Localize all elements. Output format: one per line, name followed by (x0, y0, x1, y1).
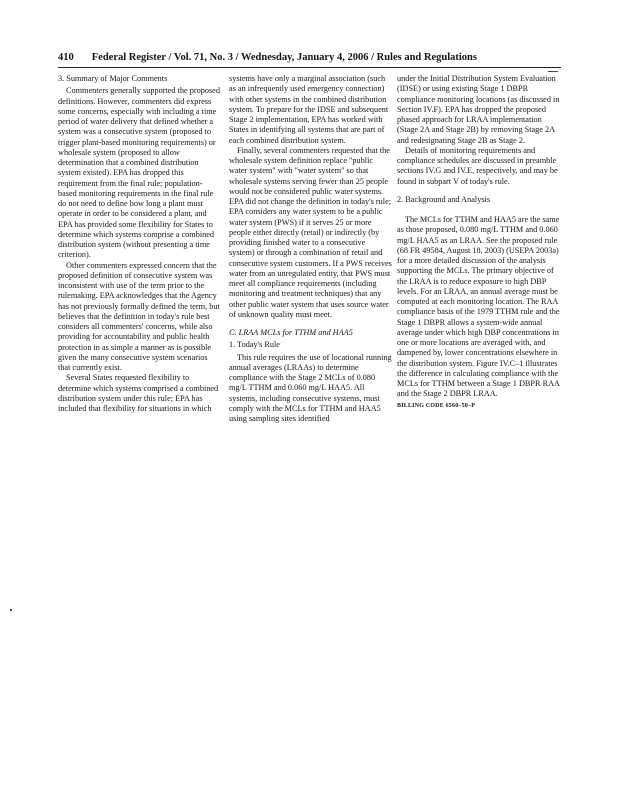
paragraph: systems have only a marginal association (such as an infrequently used emergency connection) with other systems in the combined distribution system. To prepare for the IDSE and subsequent Stage 2 implementation, EPA has worked with States in identifying all systems that are part of each combined distribution system. (229, 74, 389, 145)
paragraph: Several States requested flexibility to determine which systems comprised a combined distribution system under this rule; EPA has included that flexibility for situations in which (58, 373, 219, 413)
column-2 (229, 74, 392, 500)
paragraph: Finally, several commenters requested that the wholesale system definition replace "public water system" with "water system" so that wholesale systems serving fewer than 25 people would not be considered public water systems. EPA did not change the definition in today's rule; EPA considers any water system to be a public water system (PWS) if it serves 25 or more people either directly (retail) or indirectly (by providing finished water to a consecutive system) or through a combination of retail and consecutive system customers. If a PWS receives water from an unregulated entity, that PWS must meet all compliance requirements (including monitoring and treatment techniques) that any other public water system that uses source water of unknown quality must meet. (229, 145, 392, 319)
paragraph: Other commenters expressed concern that the proposed definition of consecutive system was inconsistent with use of the term prior to the rulemaking. EPA acknowledges that the Agency has not previously formally defined the term, but believes that the definition in today's rule best considers all commenters' concerns, while also providing for accountability and public health protection in as simple a manner as is possible given the many consecutive system scenarios that currently exist. (58, 260, 220, 372)
paragraph: The MCLs for TTHM and HAA5 are the same as those proposed, 0.080 mg/L TTHM and 0.060 mg/L HAA5 as an LRAA. See the proposed rule (68 FR 49584, August 18, 2003) (USEPA 2003a) for a more detailed discussion of the analysis supporting the MCLs. The primary objective of the LRAA is to reduce exposure to high DBP levels. For an LRAA, an annual average must be computed at each monitoring location. The RAA compliance basis of the 1979 TTHM rule and the Stage 1 DBPR allows a system-wide annual average under which high DBP concentrations in one or more locations are averaged with, and dampened by, lower concentrations elsewhere in the distribution system. Figure IV.C–1 illustrates the difference in calculating compliance with the MCLs for TTHM between a Stage 1 DBPR RAA and the Stage 2 DBPR LRAA. (397, 215, 560, 399)
spacer (229, 320, 392, 328)
running-title: Federal Register / Vol. 71, No. 3 / Wednesday, January 4, 2006 / Rules and Regulations (91, 52, 477, 63)
spacer (397, 187, 560, 195)
margin-mark (548, 71, 558, 72)
paragraph: This rule requires the use of locational running annual averages (LRAAs) to determine compliance with the Stage 2 MCLs of 0.080 mg/L TTHM and 0.060 mg/L HAA5. All systems, including consecutive systems, must comply with the MCLs for TTHM and HAA5 using sampling sites identified (229, 352, 392, 423)
paragraph: under the Initial Distribution System Evaluation (IDSE) or using existing Stage 1 DBPR compliance monitoring locations (as discussed in Section IV.F). EPA has dropped the proposed phased approach for LRAA implementation (Stage 2A and Stage 2B) by removing Stage 2A and redesignating Stage 2B as Stage 2. (397, 74, 560, 145)
running-header (58, 52, 561, 66)
column-1 (58, 74, 221, 500)
paragraph: Details of monitoring requirements and compliance schedules are discussed in preamble sections IV.G and IV.E, respectively, and may be found in subpart V of today's rule. (397, 145, 558, 186)
paragraph: Commenters generally supported the proposed definitions. However, commenters did express some concerns, especially with including a time period of water delivery that defined whether a system was a consecutive system (proposed to trigger plant-based monitoring requirements) or wholesale system (proposed to allow determination that a combined distribution system existed). EPA has dropped this requirement from the final rule; population-based monitoring requirements in the final rule do not need to define how long a plant must operate in order to be considered a plant, and EPA has provided some flexibility for States to determine which systems comprise a combined distribution system (without presenting a time criterion). (58, 86, 220, 260)
section-heading-todays-rule: 1. Today's Rule (229, 340, 280, 350)
section-heading-summary: 3. Summary of Major Comments (58, 74, 168, 83)
billing-code: BILLING CODE 6560–50–P (397, 402, 476, 409)
scan-speck (10, 609, 12, 611)
section-heading-background: 2. Background and Analysis (397, 194, 491, 204)
section-heading-lraa: C. LRAA MCLs for TTHM and HAA5 (229, 328, 353, 337)
column-3 (397, 74, 560, 464)
header-rule (58, 67, 561, 68)
page-number: 410 (58, 52, 74, 63)
spacer (397, 207, 560, 215)
